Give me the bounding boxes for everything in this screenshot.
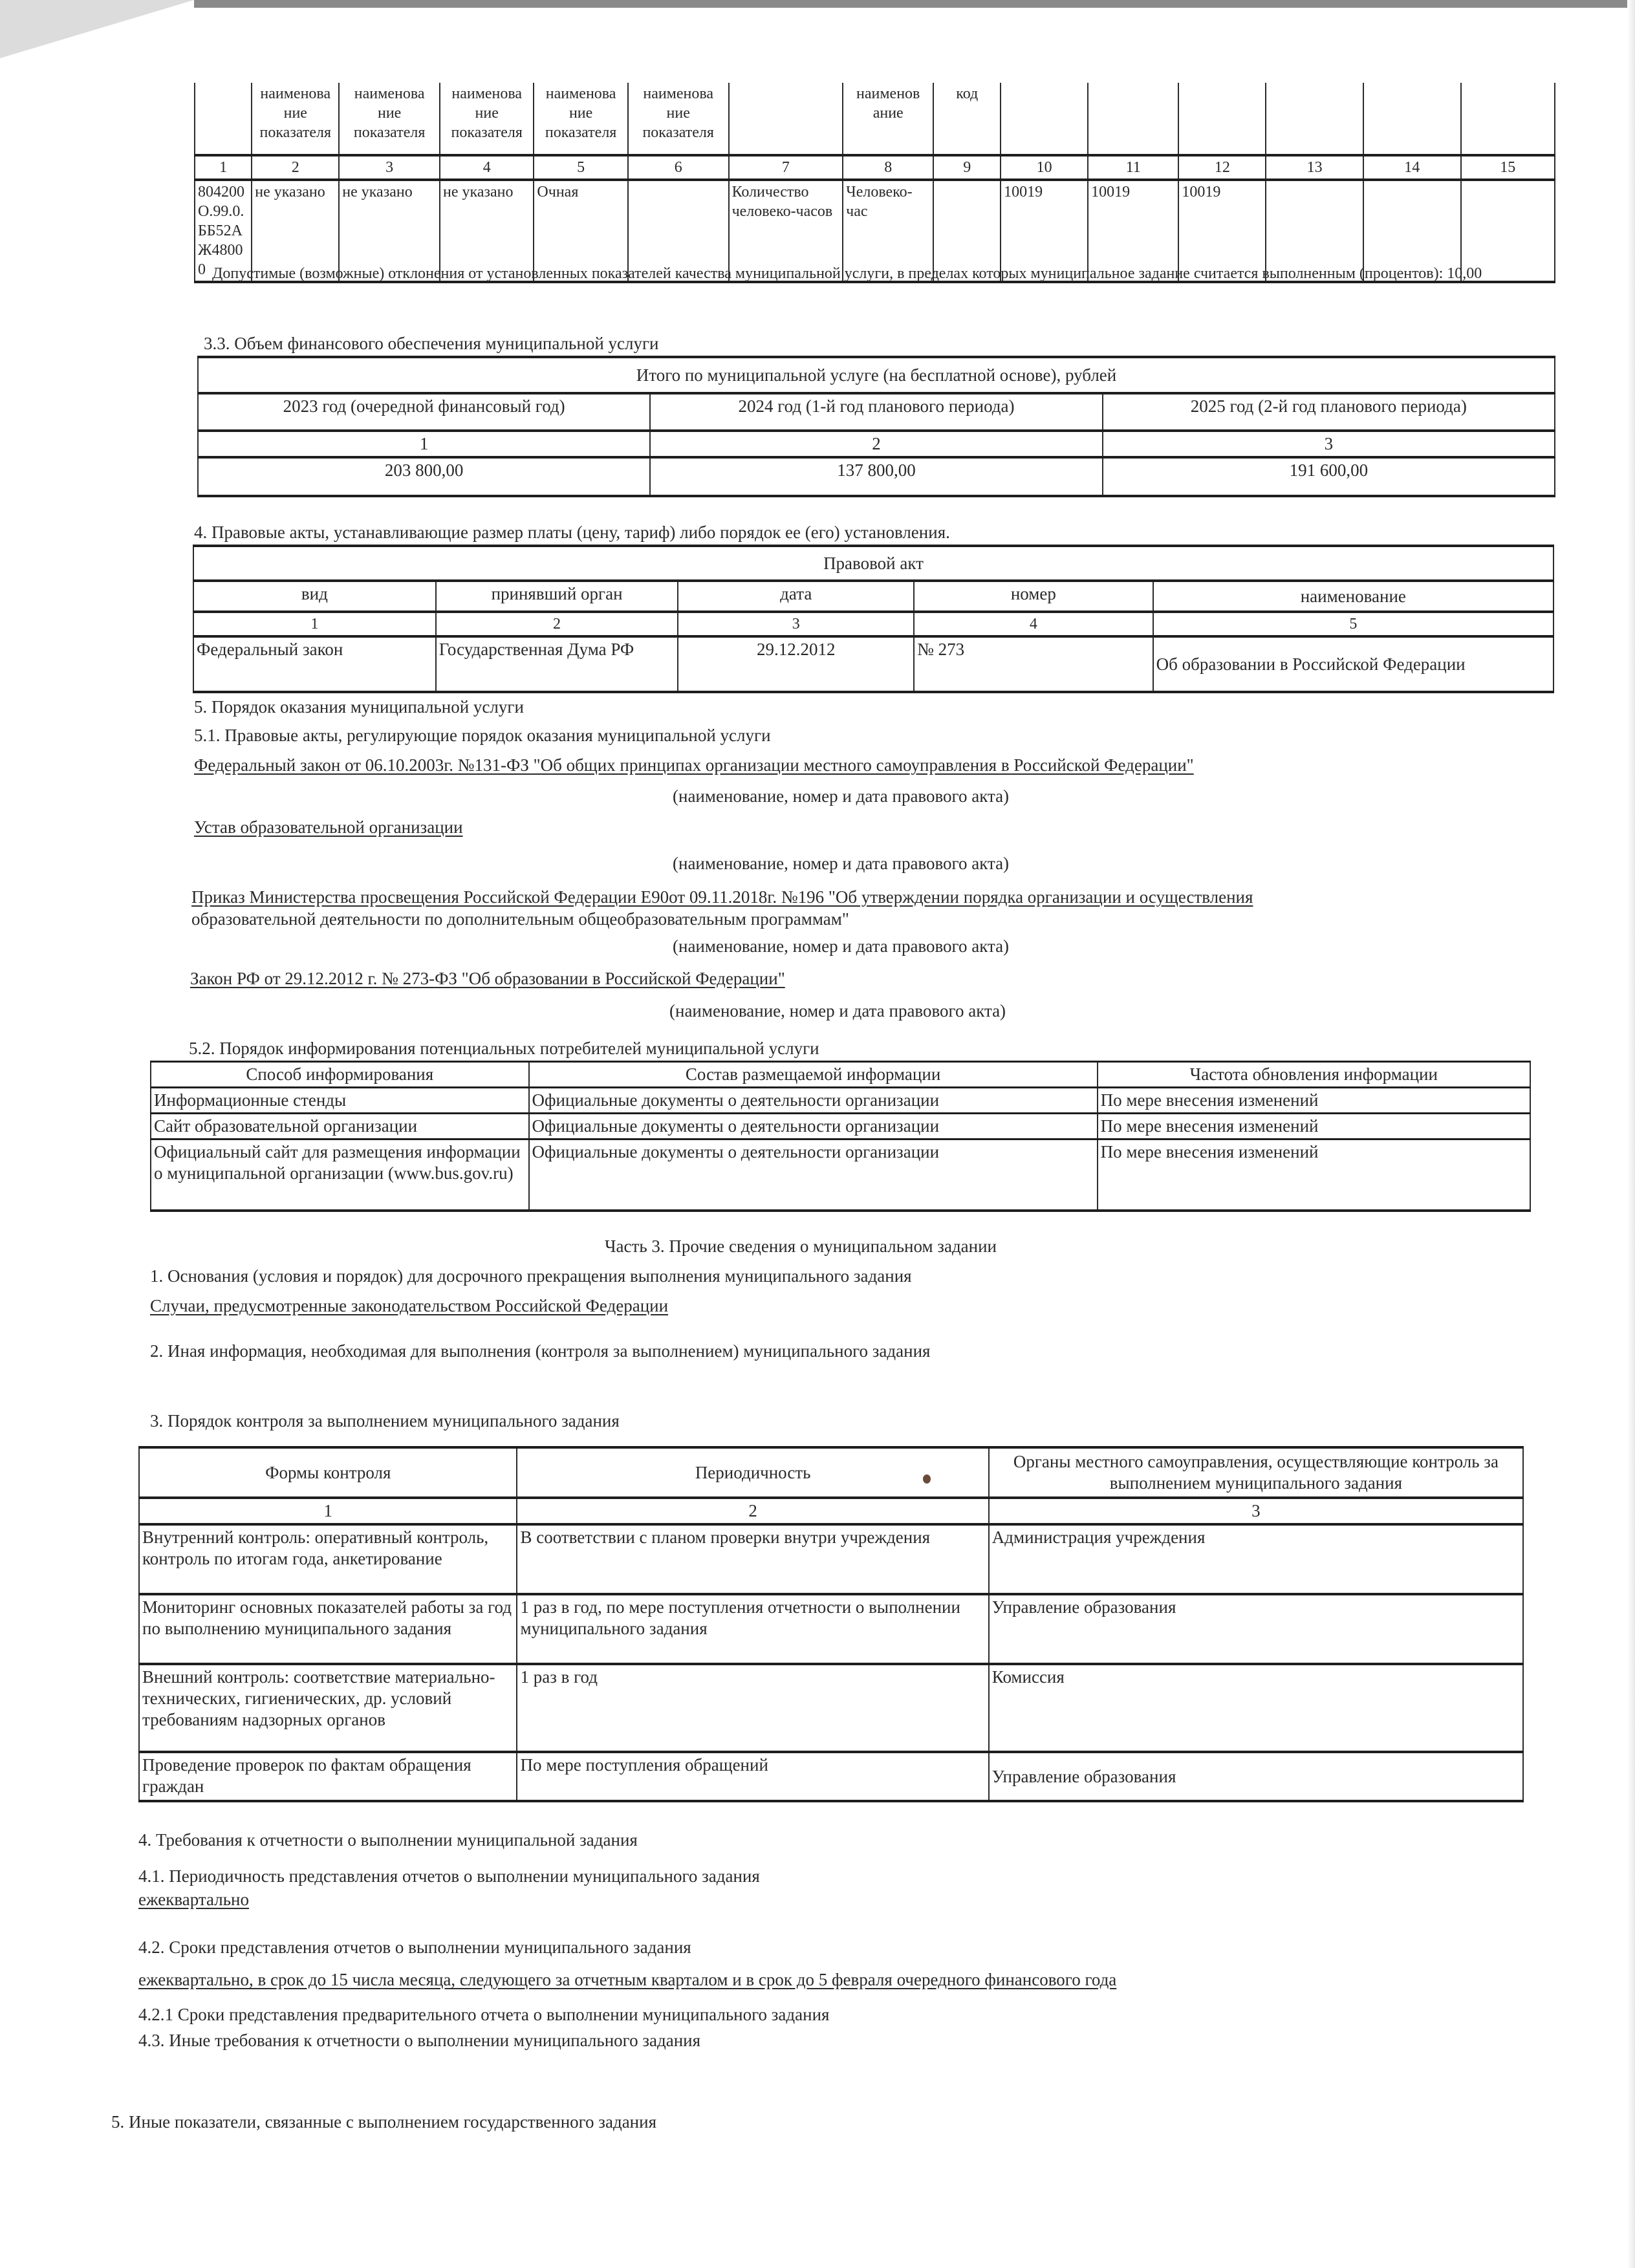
part-3-item-4-2-1: 4.2.1 Сроки представления предварительного отчета о выполнении муниципального задания <box>138 2005 830 2024</box>
ink-spot <box>923 1474 931 1484</box>
column-number: 5 <box>1153 612 1554 636</box>
header-cell: наименова ние показателя <box>534 83 627 155</box>
data-cell: Очная <box>534 180 627 282</box>
column-number: 3 <box>339 155 440 180</box>
part-3-item-2: 2. Иная информация, необходимая для выполнения (контроля за выполнением) муниципального задания <box>150 1341 931 1361</box>
column-number: 9 <box>933 155 1001 180</box>
data-cell: не указано <box>339 180 440 282</box>
legal-act-type: Федеральный закон <box>193 636 436 692</box>
column-number: 1 <box>195 155 252 180</box>
control-body: Управление образования <box>989 1594 1523 1664</box>
header-cell <box>729 83 843 155</box>
legal-act-caption: (наименование, номер и дата правового акта) <box>673 936 1010 956</box>
header-cell <box>195 83 252 155</box>
column-number: 3 <box>1103 431 1555 457</box>
control-form: Внутренний контроль: оперативный контроль, контроль по итогам года, анкетирование <box>139 1524 517 1594</box>
control-periodicity: 1 раз в год <box>517 1664 988 1752</box>
data-cell: 10019 <box>1088 180 1178 282</box>
legal-act-date: 29.12.2012 <box>678 636 914 692</box>
column-number: 2 <box>252 155 339 180</box>
informing-content: Официальные документы о деятельности организации <box>529 1088 1098 1114</box>
control-form: Внешний контроль: соответствие материально-технических, гигиенических, др. условий требованиям надзорных органов <box>139 1664 517 1752</box>
informing-method: Информационные стенды <box>151 1088 529 1114</box>
control-table <box>138 1446 1524 1802</box>
header-cell <box>1266 83 1363 155</box>
informing-frequency: По мере внесения изменений <box>1098 1088 1530 1114</box>
data-cell: Человеко-час <box>843 180 933 282</box>
legal-act-header: Правовой акт <box>193 546 1554 581</box>
legal-act-authority: Государственная Дума РФ <box>436 636 678 692</box>
legal-act-link-3: Приказ Министерства просвещения Российской Федерации E90от 09.11.2018г. №196 "Об утверждении порядка организации и осуществления <box>191 887 1253 907</box>
informing-frequency: По мере внесения изменений <box>1098 1139 1530 1211</box>
financing-header: Итого по муниципальной услуге (на бесплатной основе), рублей <box>198 357 1555 393</box>
control-periodicity: По мере поступления обращений <box>517 1752 988 1801</box>
financing-value-2023: 203 800,00 <box>198 457 650 496</box>
scan-fold-shadow <box>0 0 194 58</box>
deviation-value: 10,00 <box>1447 265 1482 282</box>
part-3-item-4-1: 4.1. Периодичность представления отчетов о выполнении муниципального задания <box>138 1866 760 1886</box>
column-number: 8 <box>843 155 933 180</box>
legal-act-number: № 273 <box>914 636 1153 692</box>
section-3-3-title: 3.3. Объем финансового обеспечения муниципальной услуги <box>204 334 659 353</box>
part-3-item-1-value: Случаи, предусмотренные законодательством Российской Федерации <box>150 1296 669 1315</box>
informing-content: Официальные документы о деятельности организации <box>529 1114 1098 1139</box>
control-form: Проведение проверок по фактам обращения граждан <box>139 1752 517 1801</box>
control-body: Управление образования <box>989 1752 1523 1801</box>
informing-col-header: Состав размещаемой информации <box>529 1062 1098 1088</box>
column-number: 14 <box>1363 155 1461 180</box>
part-3-item-3: 3. Порядок контроля за выполнением муниципального задания <box>150 1411 620 1431</box>
header-cell <box>1178 83 1266 155</box>
informing-col-header: Способ информирования <box>151 1062 529 1088</box>
column-number: 6 <box>628 155 729 180</box>
informing-frequency: По мере внесения изменений <box>1098 1114 1530 1139</box>
financing-value-2024: 137 800,00 <box>650 457 1102 496</box>
section-4-title: 4. Правовые акты, устанавливающие размер платы (цену, тариф) либо порядок ее (его) установления. <box>194 523 950 542</box>
legal-act-link-1: Федеральный закон от 06.10.2003г. №131-ФЗ "Об общих принципах организации местного самоуправления в Российской Федерации" <box>194 755 1194 775</box>
quality-header-row <box>195 83 1555 155</box>
informing-method: Сайт образовательной организации <box>151 1114 529 1139</box>
part-3-item-4-2-value: ежеквартально, в срок до 15 числа месяца, следующего за отчетным кварталом и в срок до 5 февраля очередного финансового года <box>138 1970 1117 1989</box>
legal-act-col-header: наименование <box>1153 581 1554 612</box>
financing-value-2025: 191 600,00 <box>1103 457 1555 496</box>
header-cell <box>1088 83 1178 155</box>
informing-method: Официальный сайт для размещения информации о муниципальной организации (www.bus.gov.ru) <box>151 1139 529 1211</box>
control-col-header: Периодичность <box>517 1447 988 1498</box>
part-3-item-4: 4. Требования к отчетности о выполнении муниципальной задания <box>138 1830 638 1850</box>
column-number: 13 <box>1266 155 1363 180</box>
scan-right-edge <box>1627 0 1635 2268</box>
quality-indicators-table <box>194 83 1555 283</box>
header-cell: наименова ние показателя <box>339 83 440 155</box>
control-body: Администрация учреждения <box>989 1524 1523 1594</box>
part-3-item-4-2: 4.2. Сроки представления отчетов о выполнении муниципального задания <box>138 1938 691 1957</box>
column-number: 2 <box>436 612 678 636</box>
scan-top-edge <box>194 0 1635 8</box>
informing-table <box>150 1061 1531 1212</box>
control-form: Мониторинг основных показателей работы за год по выполнению муниципального задания <box>139 1594 517 1664</box>
column-number: 4 <box>914 612 1153 636</box>
column-number: 3 <box>678 612 914 636</box>
legal-act-caption: (наименование, номер и дата правового акта) <box>673 786 1010 806</box>
column-number: 1 <box>139 1498 517 1524</box>
registry-code: 804200О.99.0.ББ52АЖ48000 <box>195 180 252 282</box>
deviation-note: Допустимые (возможные) отклонения от установленных показателей качества муниципальной услуги, в пределах которых муниципальное задание считается выполненным (процентов): <box>212 265 1444 282</box>
column-number: 15 <box>1461 155 1555 180</box>
financing-col-header: 2023 год (очередной финансовый год) <box>198 393 650 431</box>
legal-act-col-header: дата <box>678 581 914 612</box>
legal-act-col-header: вид <box>193 581 436 612</box>
data-cell: 10019 <box>1178 180 1266 282</box>
deviation-note-line <box>212 264 1482 283</box>
header-cell: наименов ание <box>843 83 933 155</box>
data-cell: не указано <box>252 180 339 282</box>
section-5-1-title: 5.1. Правовые акты, регулирующие порядок оказания муниципальной услуги <box>194 726 771 745</box>
legal-acts-fee-table <box>193 545 1554 693</box>
part-3-item-5: 5. Иные показатели, связанные с выполнением государственного задания <box>111 2112 656 2132</box>
section-5-title: 5. Порядок оказания муниципальной услуги <box>194 697 524 717</box>
column-number: 1 <box>198 431 650 457</box>
header-cell: код <box>933 83 1001 155</box>
informing-content: Официальные документы о деятельности организации <box>529 1139 1098 1211</box>
legal-act-link-2: Устав образовательной организации <box>194 817 463 837</box>
legal-act-col-header: принявший орган <box>436 581 678 612</box>
data-cell: 10019 <box>1001 180 1088 282</box>
column-number: 12 <box>1178 155 1266 180</box>
part-3-title: Часть 3. Прочие сведения о муниципальном задании <box>605 1237 997 1256</box>
financing-table <box>197 356 1555 497</box>
part-3-item-4-3: 4.3. Иные требования к отчетности о выполнении муниципального задания <box>138 2031 701 2050</box>
section-5-2-title: 5.2. Порядок информирования потенциальных потребителей муниципальной услуги <box>189 1039 819 1058</box>
data-cell: Количество человеко-часов <box>729 180 843 282</box>
data-cell: не указано <box>440 180 534 282</box>
column-number: 11 <box>1088 155 1178 180</box>
column-number: 2 <box>650 431 1102 457</box>
legal-act-col-header: номер <box>914 581 1153 612</box>
column-number: 1 <box>193 612 436 636</box>
control-body: Комиссия <box>989 1664 1523 1752</box>
column-number: 5 <box>534 155 627 180</box>
control-periodicity: 1 раз в год, по мере поступления отчетности о выполнении муниципального задания <box>517 1594 988 1664</box>
informing-col-header: Частота обновления информации <box>1098 1062 1530 1088</box>
legal-act-link-3-cont: образовательной деятельности по дополнительным общеобразовательным программам" <box>191 909 849 929</box>
legal-act-link-4: Закон РФ от 29.12.2012 г. № 273-ФЗ "Об образовании в Российской Федерации" <box>190 969 785 988</box>
column-number: 2 <box>517 1498 988 1524</box>
legal-act-name: Об образовании в Российской Федерации <box>1153 636 1554 692</box>
column-number: 7 <box>729 155 843 180</box>
header-cell: наименова ние показателя <box>440 83 534 155</box>
financing-col-header: 2024 год (1-й год планового периода) <box>650 393 1102 431</box>
control-col-header: Формы контроля <box>139 1447 517 1498</box>
legal-act-caption: (наименование, номер и дата правового акта) <box>669 1001 1006 1021</box>
column-number: 10 <box>1001 155 1088 180</box>
header-cell <box>1001 83 1088 155</box>
control-periodicity: В соответствии с планом проверки внутри учреждения <box>517 1524 988 1594</box>
part-3-item-4-1-value: ежеквартально <box>138 1890 249 1909</box>
header-cell <box>1461 83 1555 155</box>
column-number: 4 <box>440 155 534 180</box>
header-cell: наименова ние показателя <box>628 83 729 155</box>
control-col-header: Органы местного самоуправления, осуществляющие контроль за выполнением муниципального задания <box>989 1447 1523 1498</box>
quality-number-row <box>195 155 1555 180</box>
header-cell: наименова ние показателя <box>252 83 339 155</box>
financing-col-header: 2025 год (2-й год планового периода) <box>1103 393 1555 431</box>
part-3-item-1: 1. Основания (условия и порядок) для досрочного прекращения выполнения муниципального задания <box>150 1266 912 1286</box>
legal-act-caption: (наименование, номер и дата правового акта) <box>673 854 1010 873</box>
column-number: 3 <box>989 1498 1523 1524</box>
header-cell <box>1363 83 1461 155</box>
